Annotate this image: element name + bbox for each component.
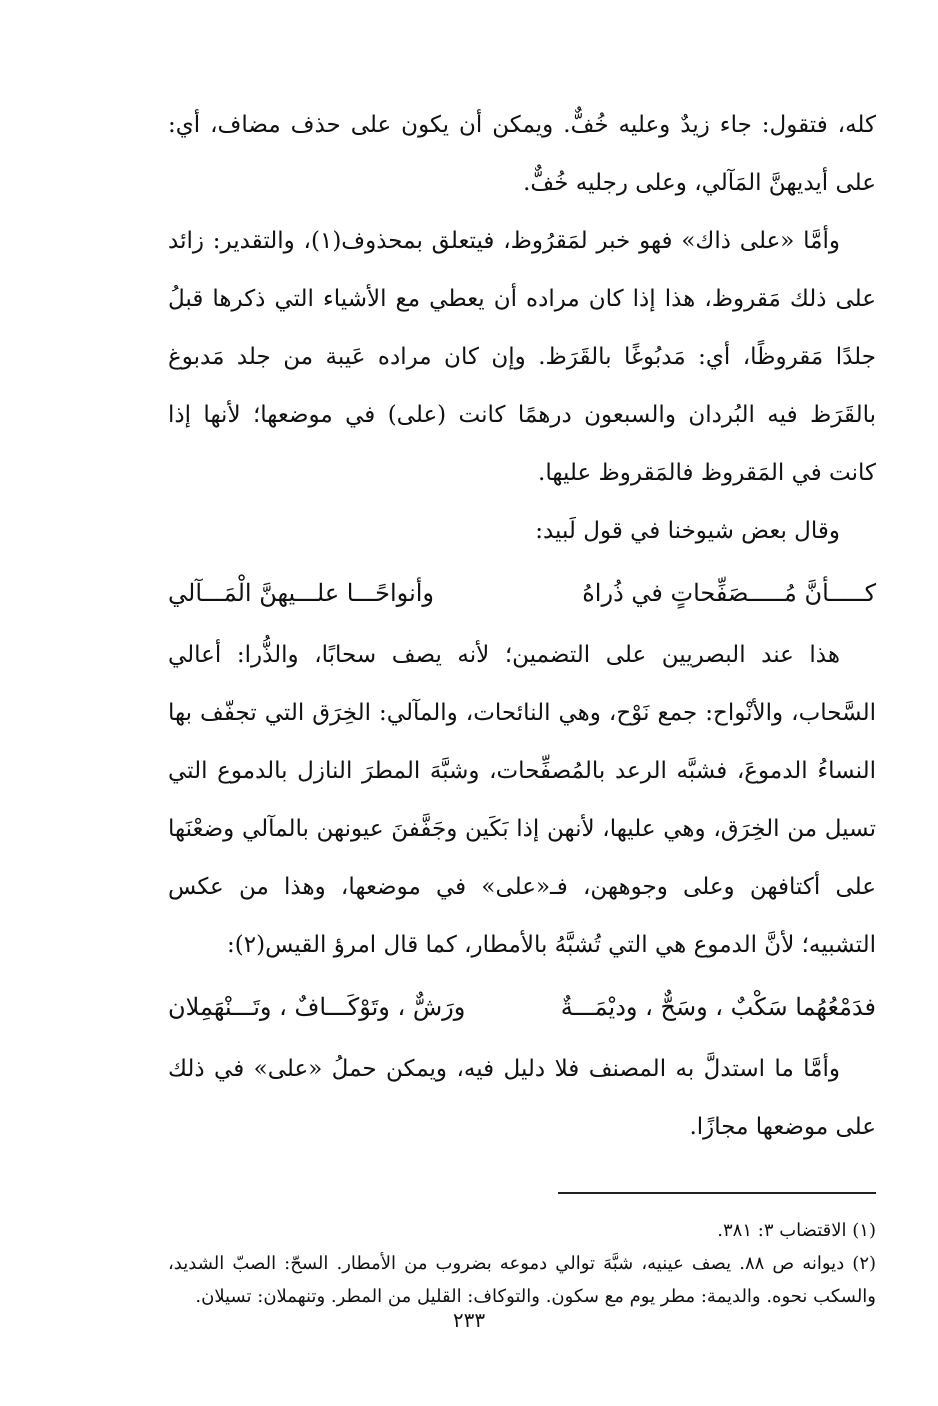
- page-number: ٢٣٣: [452, 1308, 486, 1332]
- paragraph: وقال بعض شيوخنا في قول لَبيد:: [535, 518, 840, 544]
- paragraph: وأمَّا «على ذاك» فهو خبر لمَقرُوظ، فيتعلق بمحذوف(١)، والتقدير: زائد على ذلك مَقروظ، هذا إذا كان مراده أن يعطي مع الأشياء التي ذكرها قبلُ جلدًا مَقروظًا، أي: مَدبُوغًا بالقَرَظ. وإن كان مراده عَيبة من جلد مَدبوغ بالقَرَظ فيه البُردان والسبعون درهمًا كانت (على) في موضعها؛ لأنها إذا كانت في المَقروظ فالمَقروظ عليها.: [168, 228, 876, 486]
- paragraph: كله، فتقول: جاء زيدٌ وعليه خُفٌّ. ويمكن أن يكون على حذف مضاف، أي: على أيديهنَّ المَآلي، وعلى رجليه خُفٌّ.: [168, 112, 876, 196]
- verse-first-hemistich: فدَمْعُهُما سَكْبٌ ، وسَحٌّ ، وديْمَـــةٌ: [560, 993, 876, 1021]
- footnote-divider: [558, 1192, 876, 1194]
- footnote: (٢) ديوانه ص ٨٨. يصف عينيه، شبَّهَ توالي دموعه بضروب من الأمطار. السحّ: الصبّ الشديد، والسكب نحوه. والديمة: مطر يوم مع سكون. والتوكاف: القليل من المطر. وتنهملان: تسيلان.: [168, 1253, 877, 1307]
- verse-second-hemistich: ورَشٌّ ، وتَوْكَـــافٌ ، وتَـــنْهَمِلان: [168, 993, 466, 1021]
- paragraph: وأمَّا ما استدلَّ به المصنف فلا دليل فيه، ويمكن حملُ «على» في ذلك على موضعها مجازًا.: [168, 1056, 876, 1140]
- poetry-verse: [168, 564, 876, 622]
- footnote: (١) الاقتضاب ٣: ٣٨١.: [717, 1220, 876, 1241]
- verse-second-hemistich: وأنواحًـــا علـــيهنَّ الْمَـــآلي: [168, 579, 435, 607]
- paragraph: هذا عند البصريين على التضمين؛ لأنه يصف سحابًا، والذُّرا: أعالي السَّحاب، والأنْواح: جمع نَوْح، وهي النائحات، والمآلي: الخِرَق التي تجفّف بها النساءُ الدموعَ، فشبَّه الرعد بالمُصفِّحات، وشبَّهَ المطرَ النازل بالدموع التي تسيل من الخِرَق، وهي عليها، لأنهن إذا بَكَين وجَفَّفنَ عيونهن بالمآلي وضعْنَها على أكتافهن وعلى وجوههن، فـ«على» في موضعها، وهذا من عكس التشبيه؛ لأنَّ الدموع هي التي تُشبَّهُ بالأمطار، كما قال امرؤ القيس(٢):: [168, 642, 876, 958]
- verse-first-hemistich: كـــــأنَّ مُـــــصَفِّحاتٍ في ذُراهُ: [582, 579, 876, 607]
- poetry-verse: [168, 978, 876, 1036]
